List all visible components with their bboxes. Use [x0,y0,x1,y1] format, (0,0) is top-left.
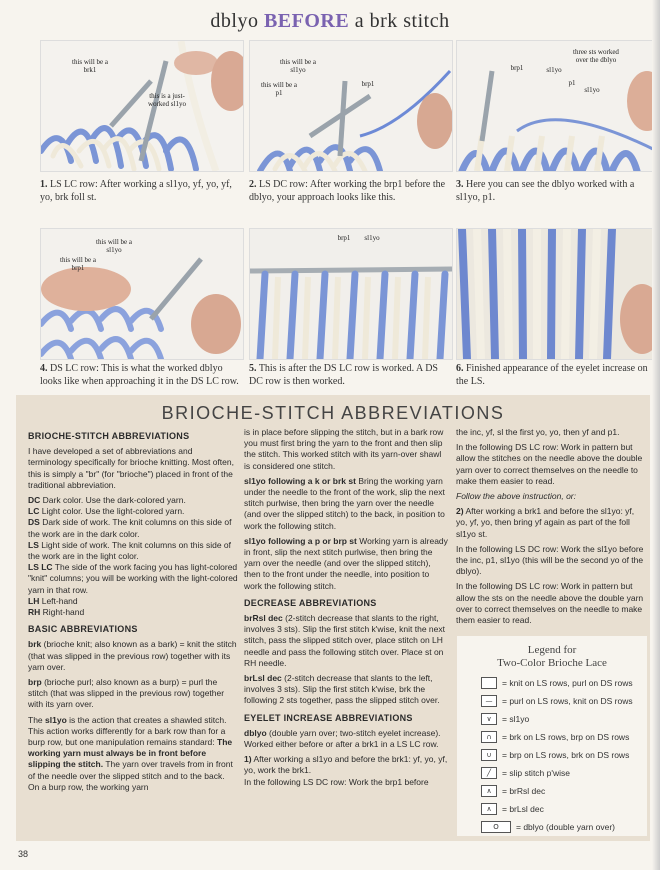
purl-symbol-icon: — [481,695,497,707]
legend-item-knit: = knit on LS rows, purl on DS rows [481,676,633,690]
col3-para-6: In the following DS LC row: Work in pattern but allow the sts on the needle above the double yarn over to correct themselves on the needle to make them easier to read. [456,581,644,626]
page-number: 38 [18,849,29,859]
caption-6: 6. Finished appearance of the eyelet increase on the LS. [456,363,648,387]
heading-basic: BASIC ABBREVIATIONS [28,624,138,635]
photo-5 [249,228,453,360]
def-brrsl: brRsl dec (2-stitch decrease that slants to the right, involves 3 sts). Slip the first stitch k'wise, knit the next stitch, pass the slipped stitch over, place stitch on LH needle and pass the following stitch over. Place st on RH needle. [244,613,445,668]
brlsl-symbol-icon: ∧ [481,803,497,815]
knitting-photo-4 [41,229,243,359]
label-1b: this is a just-worked sl1yo [148,92,186,108]
title-accent: BEFORE [263,10,350,32]
step-2: 2) After working a brk1 and before the sl1yo: yf, yo, yf, yo, then bring yf again as part of the foll sl1yo st. [456,506,635,539]
label-5b: sl1yo [364,234,380,242]
def-sl1yo-k: sl1yo following a k or brk st Bring the working yarn under the needle to the front of the work, slip the next stitch purlwise, then bring the yarn over the needle (and over the slipped stitch) to the back, in position to work the following stitch. [244,475,445,531]
brp-symbol-icon: ∪ [481,749,497,761]
intro-text: I have developed a set of abbreviations and terminology specifically for brioche knitting. Most often, this is simply a "br" (for "brioche") placed in front of the traditional abbreviation. [28,446,234,490]
legend-item-brp: ∪ = brp on LS rows, brk on DS rows [481,748,629,762]
def-brlsl: brLsl dec (2-stitch decrease that slants to the left, involves 3 sts). Slip the first stitch k'wise, brk the following 2 sts together, pass the slipped stitch over. [244,673,440,706]
label-4a: this will be a sl1yo [96,238,132,254]
def-dblyo: dblyo (double yarn over; two-stitch eyelet increase). Worked either before or after a brk1 in a LS LC row. [244,727,441,750]
caption-1: 1. LS LC row: After working a sl1yo, yf, yo, yf, yo, brk foll st. [40,179,232,203]
legend-item-brk: ∩ = brk on LS rows, brp on DS rows [481,730,629,744]
photo-4 [40,228,244,360]
legend-item-slip: ╱ = slip stitch p'wise [481,766,570,780]
photo-6 [456,228,660,360]
label-2c: brp1 [361,80,375,88]
legend-item-dblyo: O = dblyo (double yarn over) [481,820,615,834]
col3-para-1: the inc, yf, sl the first yo, yo, then yf and p1. [456,427,620,437]
step-1: 1) After working a sl1yo and before the brk1: yf, yo, yf, yo, work the brk1. In the following LS DC row: Work the brp1 before [244,754,448,787]
def-sl1yo-p: sl1yo following a p or brp st Working yarn is already in front, slip the next stitch purlwise, then bring the yarn over the needle (and over the slipped stitch), then to the front under the needle, into position to work the following stitch. [244,535,448,591]
page-edge [652,0,660,870]
heading-brioche: BRIOCHE-STITCH ABBREVIATIONS [28,431,190,441]
dblyo-symbol-icon: O [481,821,511,833]
caption-4: 4. DS LC row: This is what the worked dblyo looks like when approaching it in the DS LC row. [40,363,239,387]
def-ds: DS Dark side of work. The knit columns on this side of the work are in the dark color. [28,517,232,539]
caption-3: 3. Here you can see the dblyo worked with a sl1yo, p1. [456,179,635,203]
label-3b: brp1 [510,64,524,72]
slip-symbol-icon: ╱ [481,767,497,779]
col3-para-5: In the following LS DC row: Work the sl1yo before the inc, p1, sl1yo (this will be the second yo of the dblyo). [456,543,644,577]
label-3e: sl1yo [584,86,600,94]
legend-item-brrsl: ∧ = brRsl dec [481,784,545,798]
column-1 [28,431,238,797]
def-lc: LC Light color. Use the light-colored yarn. [28,506,185,517]
legend [457,636,647,836]
column-2 [244,427,449,792]
legend-title: Legend for Two-Color Brioche Lace [497,644,607,669]
def-brk: brk (brioche knit; also known as a bark) = knit the stitch (that was slipped in the previous row) together with its yarn over. [28,639,237,672]
label-3c: sl1yo [546,66,562,74]
heading-decrease: DECREASE ABBREVIATIONS [244,597,377,608]
definition-list [28,495,238,618]
knitting-photo-5 [250,229,452,359]
knitting-photo-3 [457,41,659,171]
knit-symbol-icon [481,677,497,689]
heading-eyelet: EYELET INCREASE ABBREVIATIONS [244,712,413,723]
photo-3 [456,40,660,172]
knitting-photo-6 [457,229,659,359]
label-3a: three sts worked over the dblyo [573,48,619,64]
col3-para-2: In the following DS LC row: Work in pattern but allow the stitches on the needle above the double yarn over to correct themselves on the needle to make them easier to read. [456,442,643,486]
label-3d: p1 [568,79,576,87]
def-dc: DC Dark color. Use the dark-colored yarn. [28,495,186,506]
brrsl-symbol-icon: ∧ [481,785,497,797]
col3-para-3: Follow the above instruction, or: [456,491,577,502]
sl1yo-symbol-icon: ∨ [481,713,497,725]
label-5a: brp1 [337,234,351,242]
label-4b: this will be a brp1 [60,256,96,272]
def-brp: brp (brioche purl; also known as a burp) = purl the stitch (that was slipped in the previous row) together with its yarn over. [28,677,225,710]
label-2a: this will be a sl1yo [280,58,316,74]
legend-item-purl: — = purl on LS rows, knit on DS rows [481,694,633,708]
label-1a: this will be a brk1 [72,58,108,74]
brk-symbol-icon: ∩ [481,731,497,743]
def-ls-lc: LS LC The side of the work facing you has light-colored "knit" columns; you will be working with the light-colored yarn in that row. [28,562,238,595]
def-sl1yo: The sl1yo is the action that creates a shawled stitch. This action works differently for a bark row than for a burp row, but one manipulation remains standard: The working yarn must always be in front before slipping the stitch. The yarn over travels from in front of the needle over the slipped stitch and to the back. On a burp row, the working yarn [28,714,233,792]
caption-2: 2. LS DC row: After working the brp1 before the dblyo, your approach looks like this. [249,179,446,203]
column-3 [456,427,646,630]
legend-item-brlsl: ∧ = brLsl dec [481,802,544,816]
caption-5: 5. This is after the DS LC row is worked. A DS DC row is then worked. [249,363,438,387]
abbreviations-title: BRIOCHE-STITCH ABBREVIATIONS [161,403,505,423]
legend-item-sl1yo: ∨ = sl1yo [481,712,529,726]
col2-para-1: is in place before slipping the stitch, but in a bark row you must first bring the yarn to the front and then slip the stitch. This worked stitch with its yarn-over shawl is considered one stitch. [244,427,444,471]
label-2b: this will be a p1 [261,81,297,97]
def-ls: LS Light side of work. The knit columns on this side of the work are in the light color. [28,539,232,562]
title-suffix: a brk stitch [354,10,450,32]
page-title [0,10,660,33]
def-rh: RH Right-hand [28,607,85,618]
title-prefix: dblyo [210,10,259,32]
def-lh: LH Left-hand [28,595,78,606]
